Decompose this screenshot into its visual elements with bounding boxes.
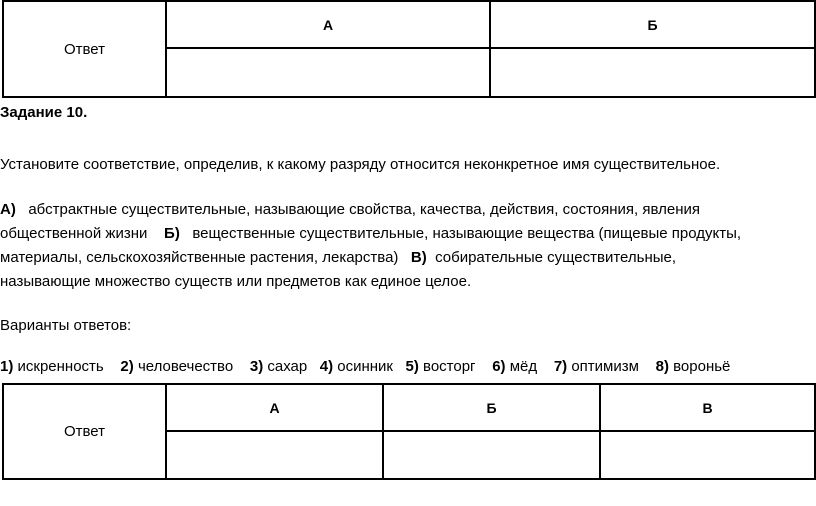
variants-label: Варианты ответов: bbox=[0, 317, 132, 334]
option-number: 7) bbox=[553, 358, 568, 375]
option-number: 5) bbox=[405, 358, 419, 375]
answer-cell-c[interactable] bbox=[600, 431, 815, 479]
answer-row-label: Ответ bbox=[3, 1, 166, 97]
answer-row-label: Ответ bbox=[3, 384, 166, 479]
category-a-letter: А) bbox=[0, 201, 16, 218]
answer-table-bottom bbox=[2, 383, 816, 480]
column-header-a: А bbox=[166, 384, 383, 431]
category-b-letter: Б) bbox=[164, 225, 180, 242]
option-word: искренность bbox=[17, 358, 104, 375]
option-word: осинник bbox=[337, 358, 393, 375]
option-number: 2) bbox=[120, 358, 134, 375]
column-header-b: Б bbox=[383, 384, 600, 431]
category-c-letter: В) bbox=[410, 249, 427, 266]
option-word: восторг bbox=[423, 358, 476, 375]
option-word: человечество bbox=[137, 358, 234, 375]
options-list bbox=[0, 358, 730, 376]
category-line-2 bbox=[0, 225, 741, 243]
task-title: Задание 10. bbox=[0, 104, 88, 121]
option-word: вороньё bbox=[673, 358, 731, 375]
answer-cell-a[interactable] bbox=[166, 431, 383, 479]
column-header-c: В bbox=[600, 384, 815, 431]
answer-table-top bbox=[2, 0, 816, 98]
option-word: оптимизм bbox=[571, 358, 639, 375]
option-number: 6) bbox=[492, 358, 506, 375]
category-line-4 bbox=[0, 273, 471, 291]
column-header-b: Б bbox=[490, 1, 815, 48]
column-header-a: А bbox=[166, 1, 490, 48]
option-number: 4) bbox=[319, 358, 334, 375]
answer-cell-b[interactable] bbox=[383, 431, 600, 479]
category-c-text-cont: называющие множество существ или предметов как единое целое. bbox=[0, 273, 472, 290]
category-b-text-cont: материалы, сельскохозяйственные растения, лекарства) bbox=[0, 249, 399, 266]
category-line-3 bbox=[0, 249, 676, 267]
option-word: сахар bbox=[267, 358, 308, 375]
answer-cell-a[interactable] bbox=[166, 48, 490, 97]
category-a-text-cont: общественной жизни bbox=[0, 225, 148, 242]
task-instruction: Установите соответствие, определив, к какому разряду относится неконкретное имя существительное. bbox=[0, 156, 721, 173]
option-number: 3) bbox=[249, 358, 264, 375]
category-line-1 bbox=[0, 201, 700, 219]
option-word: мёд bbox=[509, 358, 538, 375]
option-number: 1) bbox=[0, 358, 14, 375]
option-number: 8) bbox=[655, 358, 669, 375]
category-c-text: собирательные существительные, bbox=[435, 249, 677, 266]
category-b-text: вещественные существительные, называющие вещества (пищевые продукты, bbox=[192, 225, 742, 242]
category-a-text: абстрактные существительные, называющие свойства, качества, действия, состояния, явления bbox=[28, 201, 701, 218]
answer-cell-b[interactable] bbox=[490, 48, 815, 97]
